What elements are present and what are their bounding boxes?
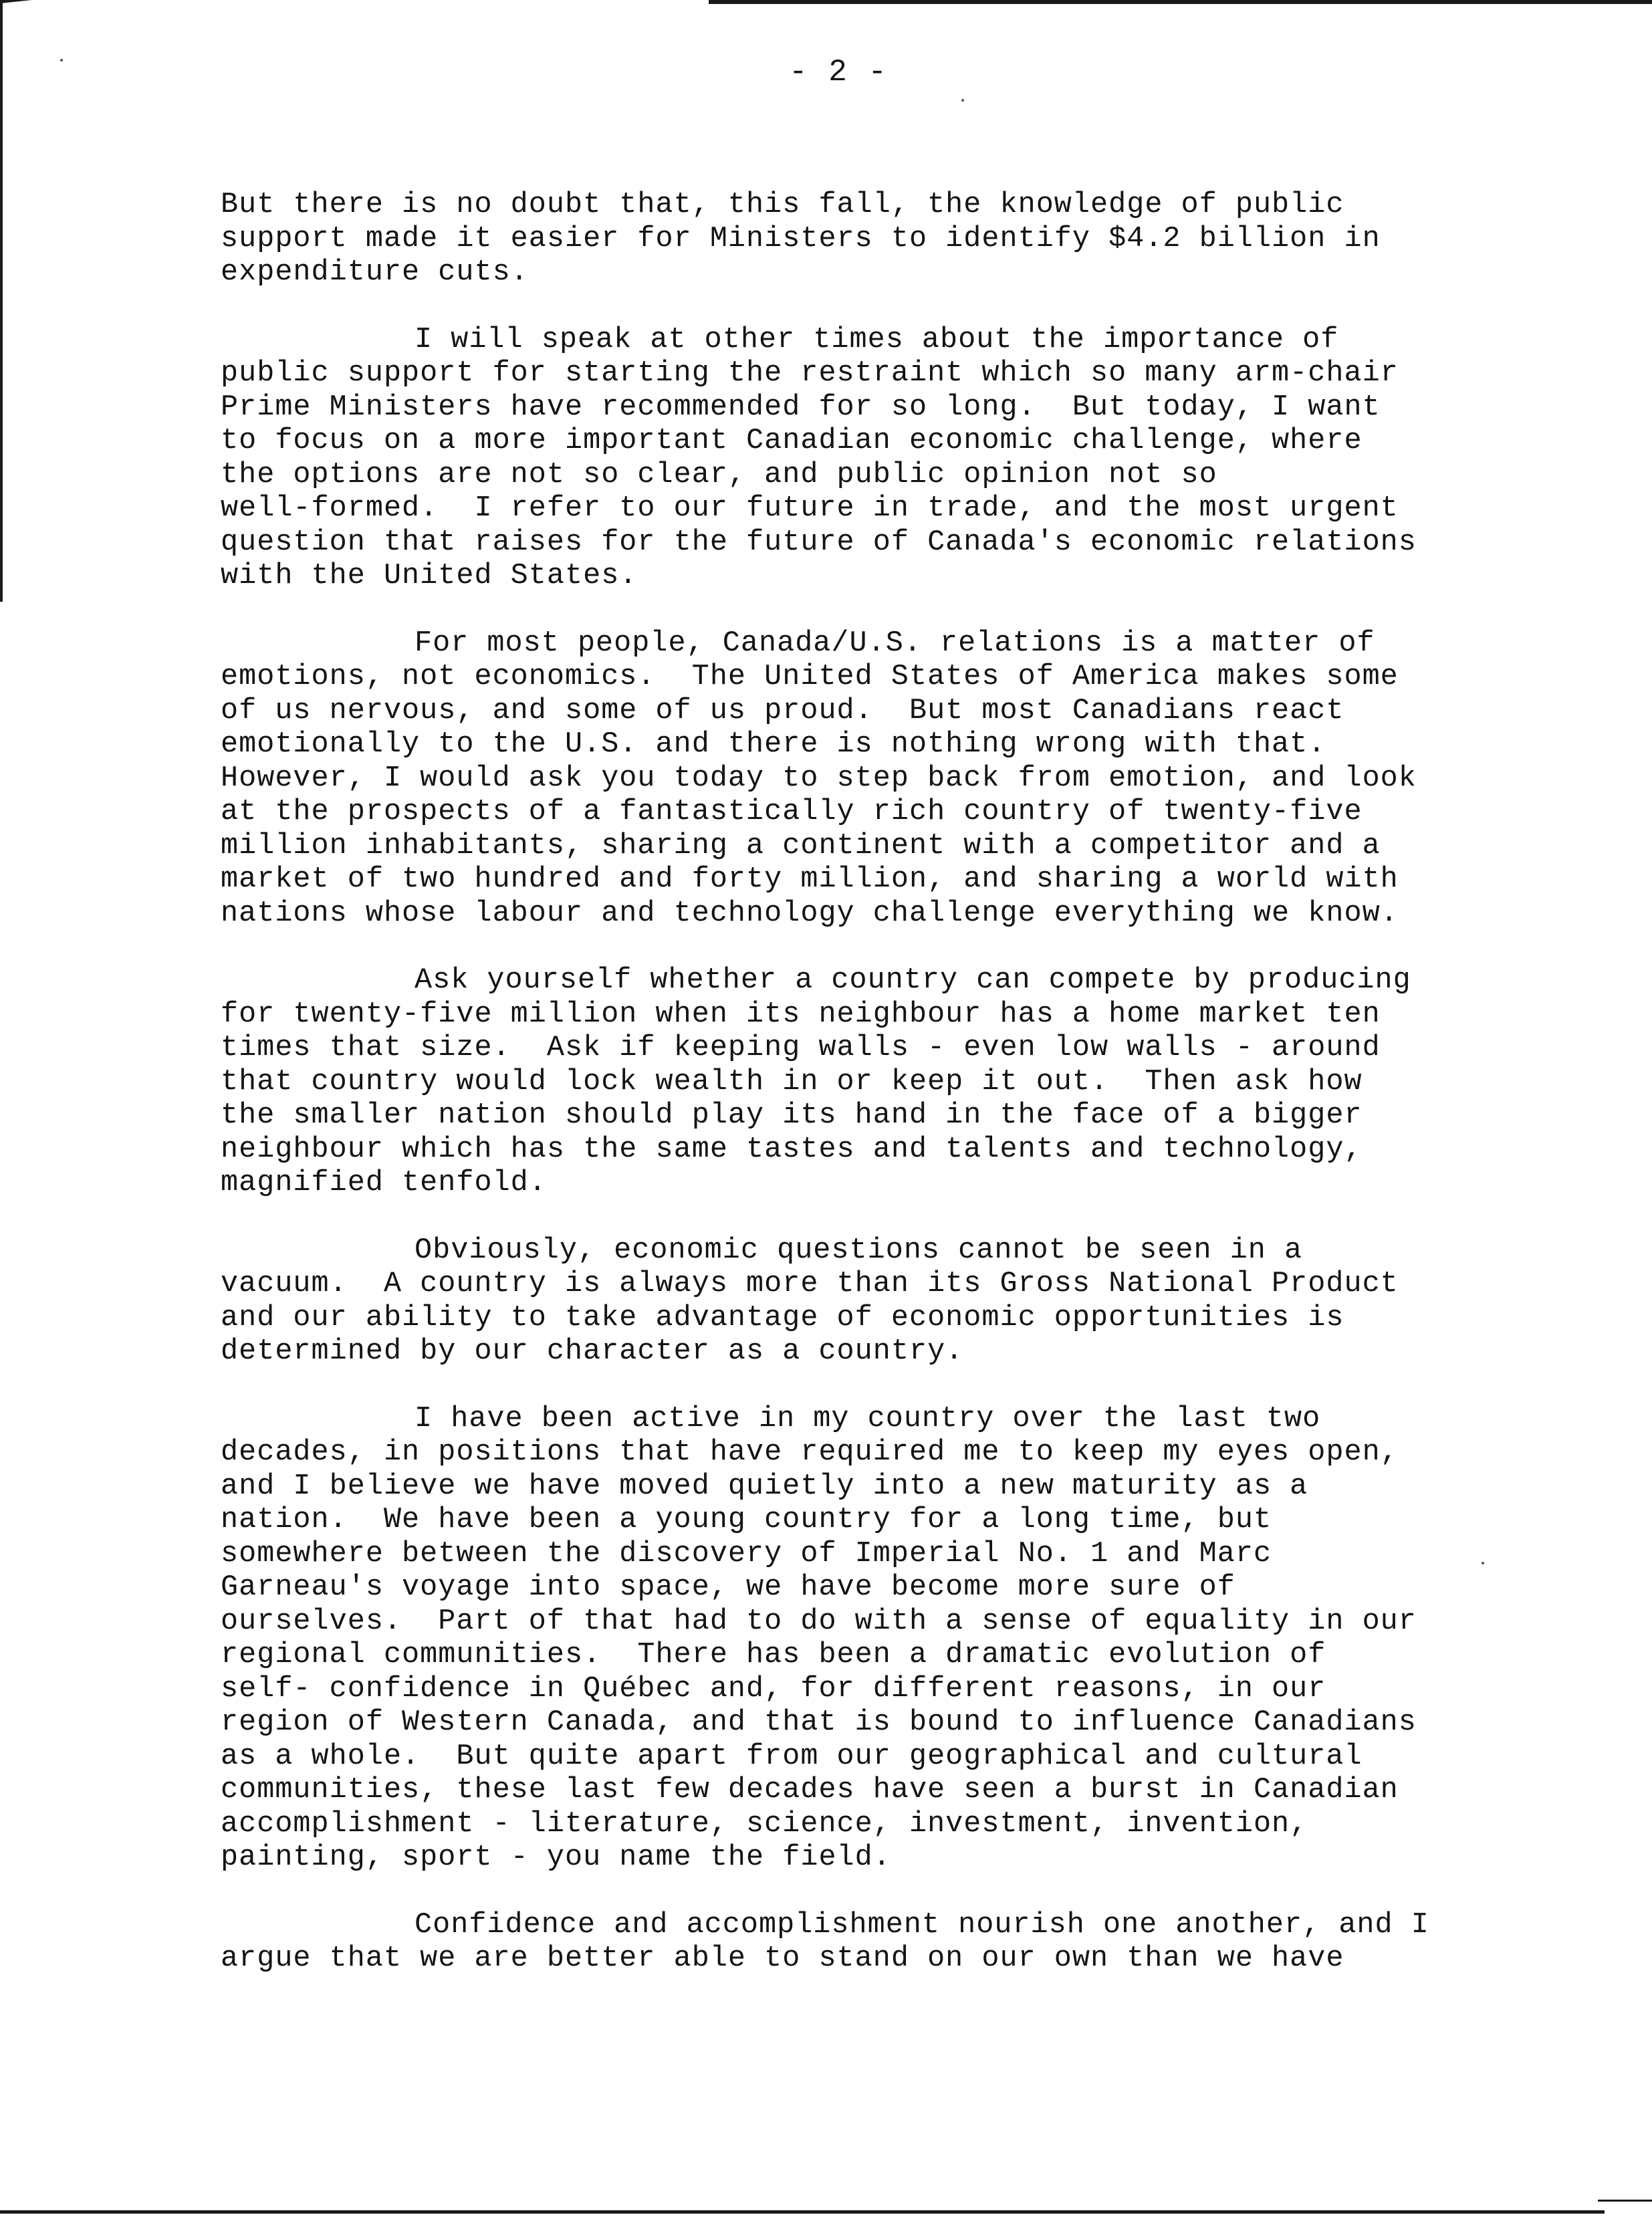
text-line: For most people, Canada/U.S. relations is a matter of xyxy=(415,626,1375,660)
scan-edge-corner xyxy=(0,0,67,3)
text-line: Confidence and accomplishment nourish one another, and I xyxy=(415,1908,1429,1942)
text-line: the options are not so clear, and public opinion not so xyxy=(221,458,1217,491)
text-line: regional communities. There has been a dramatic evolution of xyxy=(221,1639,1326,1671)
text-line: of us nervous, and some of us proud. But most Canadians react xyxy=(221,694,1344,727)
text-line: the smaller nation should play its hand in the face of a bigger xyxy=(221,1099,1363,1132)
text-line: Prime Ministers have recommended for so long. But today, I want xyxy=(221,390,1381,424)
text-line: public support for starting the restraint which so many arm-chair xyxy=(221,357,1399,390)
scan-edge-bottom xyxy=(0,2210,1605,2214)
page-number: - 2 - xyxy=(789,55,889,90)
text-line: that country would lock wealth in or keep it out. Then ask how xyxy=(221,1065,1363,1098)
paragraph xyxy=(221,324,1584,594)
text-line: support made it easier for Ministers to identify $4.2 billion in xyxy=(221,222,1381,255)
text-line: nation. We have been a young country for a long time, but xyxy=(221,1504,1272,1536)
scan-edge-bottom-right xyxy=(1598,2200,1652,2202)
text-line: to focus on a more important Canadian economic challenge, where xyxy=(221,425,1363,457)
text-line: However, I would ask you today to step back from emotion, and look xyxy=(221,762,1417,795)
text-line: and I believe we have moved quietly into a new maturity as a xyxy=(221,1470,1308,1503)
paragraph xyxy=(221,1403,1584,1875)
text-line: But there is no doubt that, this fall, the knowledge of public xyxy=(221,189,1344,221)
text-line: Garneau's voyage into space, we have become more sure of xyxy=(221,1571,1235,1604)
text-line: times that size. Ask if keeping walls - even low walls - around xyxy=(221,1032,1381,1064)
text-line: emotionally to the U.S. and there is nothing wrong with that. xyxy=(221,728,1326,761)
text-line: with the United States. xyxy=(221,560,638,592)
text-line: well-formed. I refer to our future in trade, and the most urgent xyxy=(221,492,1399,525)
scan-edge-left xyxy=(0,0,3,602)
text-line: nations whose labour and technology challenge everything we know. xyxy=(221,897,1399,930)
text-line: somewhere between the discovery of Imperial No. 1 and Marc xyxy=(221,1537,1272,1570)
text-line: region of Western Canada, and that is bound to influence Canadians xyxy=(221,1706,1417,1739)
text-line: and our ability to take advantage of economic opportunities is xyxy=(221,1301,1344,1334)
text-line: Obviously, economic questions cannot be seen in a xyxy=(415,1234,1303,1267)
text-line: determined by our character as a country. xyxy=(221,1335,964,1368)
document-body xyxy=(221,189,1584,2010)
text-line: vacuum. A country is always more than its Gross National Product xyxy=(221,1268,1399,1300)
text-line: painting, sport - you name the field. xyxy=(221,1841,891,1874)
text-line: argue that we are better able to stand on our own than we have xyxy=(221,1942,1344,1975)
text-line: neighbour which has the same tastes and talents and technology, xyxy=(221,1133,1363,1166)
scan-edge-top xyxy=(709,0,1652,4)
paragraph xyxy=(221,1234,1584,1369)
text-line: accomplishment - literature, science, investment, invention, xyxy=(221,1807,1308,1841)
text-line: I will speak at other times about the importance of xyxy=(415,323,1339,356)
text-line: emotions, not economics. The United States of America makes some xyxy=(221,661,1399,693)
text-line: for twenty-five million when its neighbour has a home market ten xyxy=(221,998,1381,1031)
paragraph xyxy=(221,964,1584,1201)
text-line: as a whole. But quite apart from our geographical and cultural xyxy=(221,1740,1363,1773)
scan-speck xyxy=(60,59,63,62)
text-line: decades, in positions that have required me to keep my eyes open, xyxy=(221,1436,1399,1469)
text-line: ourselves. Part of that had to do with a sense of equality in our xyxy=(221,1605,1417,1638)
text-line: market of two hundred and forty million, and sharing a world with xyxy=(221,863,1399,896)
text-line: question that raises for the future of Canada's economic relations xyxy=(221,525,1417,559)
paragraph xyxy=(221,189,1584,290)
text-line: I have been active in my country over the last two xyxy=(415,1402,1321,1435)
text-line: million inhabitants, sharing a continent with a competitor and a xyxy=(221,829,1381,862)
paragraph xyxy=(221,1909,1584,1976)
text-line: expenditure cuts. xyxy=(221,256,529,289)
text-line: communities, these last few decades have seen a burst in Canadian xyxy=(221,1774,1399,1806)
text-line: magnified tenfold. xyxy=(221,1167,547,1199)
text-line: at the prospects of a fantastically rich country of twenty-five xyxy=(221,796,1363,828)
text-line: self- confidence in Québec and, for different reasons, in our xyxy=(221,1672,1326,1706)
text-line: Ask yourself whether a country can compete by producing xyxy=(415,964,1411,997)
paragraph xyxy=(221,627,1584,931)
scan-speck xyxy=(961,99,964,102)
